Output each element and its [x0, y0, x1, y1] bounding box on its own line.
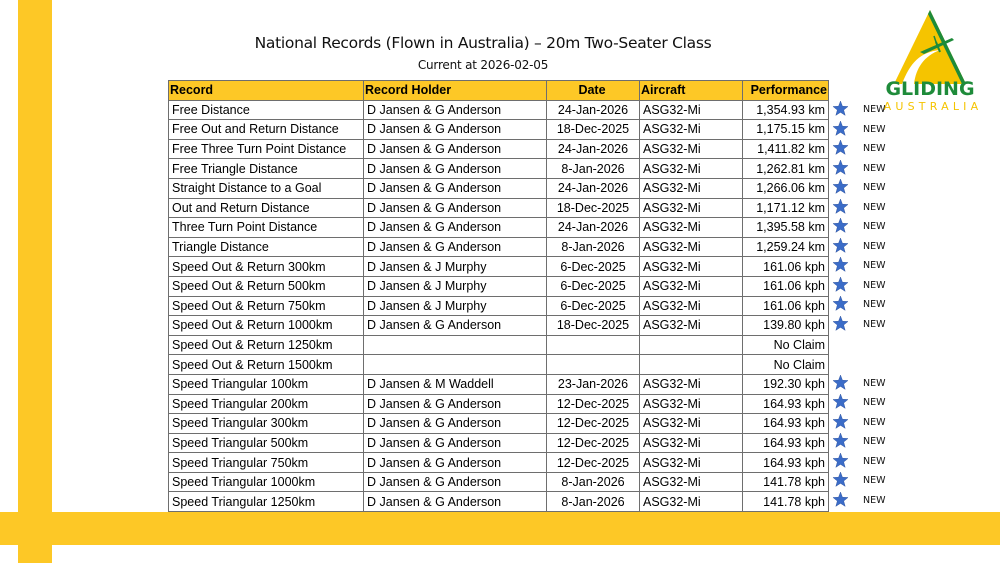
table-row	[169, 120, 829, 140]
new-badge: NEW	[863, 475, 886, 487]
cell-date: 8-Jan-2026	[547, 472, 640, 492]
new-badge: NEW	[863, 416, 886, 428]
table-row	[169, 296, 829, 316]
new-badge: NEW	[863, 260, 886, 272]
cell-record: Speed Out & Return 1500km	[169, 355, 364, 375]
cell-date: 24-Jan-2026	[547, 178, 640, 198]
star-icon	[832, 374, 849, 391]
column-header-performance: Performance	[743, 81, 829, 101]
star-icon	[832, 452, 849, 469]
cell-aircraft: ASG32-Mi	[640, 276, 743, 296]
table-row	[169, 453, 829, 473]
new-badge: NEW	[863, 104, 886, 115]
badge-row	[830, 275, 900, 295]
cell-performance: 164.93 kph	[743, 453, 829, 473]
cell-performance: No Claim	[743, 335, 829, 355]
cell-record-holder: D Jansen & G Anderson	[364, 139, 547, 159]
table-header-row	[169, 81, 829, 101]
star-icon	[832, 491, 849, 508]
badge-row	[830, 197, 900, 217]
cell-record-holder: D Jansen & J Murphy	[364, 257, 547, 277]
cell-record-holder: D Jansen & G Anderson	[364, 178, 547, 198]
cell-performance: 164.93 kph	[743, 394, 829, 414]
cell-record-holder: D Jansen & G Anderson	[364, 453, 547, 473]
badge-row	[830, 236, 900, 256]
cell-aircraft: ASG32-Mi	[640, 120, 743, 140]
cell-record-holder: D Jansen & G Anderson	[364, 433, 547, 453]
badge-row	[830, 373, 900, 393]
cell-record: Speed Out & Return 500km	[169, 276, 364, 296]
cell-performance: 161.06 kph	[743, 276, 829, 296]
table-row	[169, 394, 829, 414]
badge-row	[830, 255, 900, 275]
column-header-aircraft: Aircraft	[640, 81, 743, 101]
column-header-date: Date	[547, 81, 640, 101]
cell-aircraft: ASG32-Mi	[640, 453, 743, 473]
cell-date: 8-Jan-2026	[547, 237, 640, 257]
cell-date: 12-Dec-2025	[547, 414, 640, 434]
new-badge: NEW	[863, 377, 886, 389]
cell-performance: 192.30 kph	[743, 374, 829, 394]
cell-performance: 1,175.15 km	[743, 120, 829, 140]
cell-record: Free Out and Return Distance	[169, 120, 364, 140]
cell-aircraft: ASG32-Mi	[640, 257, 743, 277]
cell-record: Speed Triangular 1250km	[169, 492, 364, 512]
new-badge: NEW	[863, 455, 886, 467]
cell-aircraft: ASG32-Mi	[640, 433, 743, 453]
star-icon	[832, 100, 849, 117]
badge-row	[830, 294, 900, 314]
badge-row	[830, 119, 900, 139]
cell-record-holder	[364, 335, 547, 355]
cell-record-holder: D Jansen & G Anderson	[364, 237, 547, 257]
badge-row	[830, 412, 900, 432]
badge-row	[830, 216, 900, 236]
cell-record: Speed Triangular 100km	[169, 374, 364, 394]
cell-record-holder: D Jansen & J Murphy	[364, 296, 547, 316]
cell-date: 23-Jan-2026	[547, 374, 640, 394]
table-row	[169, 257, 829, 277]
cell-record: Speed Out & Return 750km	[169, 296, 364, 316]
cell-performance: 139.80 kph	[743, 316, 829, 336]
cell-date: 12-Dec-2025	[547, 433, 640, 453]
cell-performance: 1,171.12 km	[743, 198, 829, 218]
badge-row	[830, 334, 900, 354]
cell-record-holder: D Jansen & G Anderson	[364, 394, 547, 414]
cell-record-holder	[364, 355, 547, 375]
table-row	[169, 355, 829, 375]
cell-aircraft: ASG32-Mi	[640, 237, 743, 257]
cell-record: Triangle Distance	[169, 237, 364, 257]
badge-row	[830, 431, 900, 451]
table-row	[169, 335, 829, 355]
cell-date: 24-Jan-2026	[547, 218, 640, 238]
star-icon	[832, 432, 849, 449]
cell-aircraft: ASG32-Mi	[640, 139, 743, 159]
cell-record-holder: D Jansen & G Anderson	[364, 100, 547, 120]
cell-date: 24-Jan-2026	[547, 139, 640, 159]
cell-record: Free Distance	[169, 100, 364, 120]
cell-date: 18-Dec-2025	[547, 120, 640, 140]
new-badge: NEW	[863, 240, 886, 252]
star-icon	[832, 295, 849, 312]
badge-row	[830, 451, 900, 471]
page-title: National Records (Flown in Australia) – 20m Two-Seater Class	[254, 34, 712, 52]
new-badge: NEW	[863, 319, 886, 331]
cell-record: Speed Triangular 750km	[169, 453, 364, 473]
cell-record: Free Three Turn Point Distance	[169, 139, 364, 159]
new-badge: NEW	[863, 299, 886, 311]
star-icon	[832, 120, 849, 137]
cell-record-holder: D Jansen & G Anderson	[364, 218, 547, 238]
cell-aircraft: ASG32-Mi	[640, 159, 743, 179]
cell-aircraft: ASG32-Mi	[640, 492, 743, 512]
cell-record-holder: D Jansen & J Murphy	[364, 276, 547, 296]
new-badge: NEW	[863, 397, 886, 409]
cell-record-holder: D Jansen & G Anderson	[364, 316, 547, 336]
cell-date: 18-Dec-2025	[547, 198, 640, 218]
badge-row	[830, 138, 900, 158]
cell-date: 6-Dec-2025	[547, 276, 640, 296]
cell-date	[547, 355, 640, 375]
table-row	[169, 218, 829, 238]
table-row	[169, 316, 829, 336]
cell-date	[547, 335, 640, 355]
cell-date: 6-Dec-2025	[547, 296, 640, 316]
badge-row	[830, 470, 900, 490]
cell-performance: 141.78 kph	[743, 492, 829, 512]
table-row	[169, 178, 829, 198]
new-badge: NEW	[863, 143, 886, 155]
badge-row	[830, 177, 900, 197]
cell-aircraft: ASG32-Mi	[640, 218, 743, 238]
cell-performance: 164.93 kph	[743, 433, 829, 453]
cell-record-holder: D Jansen & G Anderson	[364, 472, 547, 492]
cell-performance: 1,259.24 km	[743, 237, 829, 257]
cell-date: 8-Jan-2026	[547, 492, 640, 512]
table-row	[169, 237, 829, 257]
table-row	[169, 139, 829, 159]
cell-date: 6-Dec-2025	[547, 257, 640, 277]
cell-performance: 1,395.58 km	[743, 218, 829, 238]
badge-row	[830, 99, 900, 119]
cell-date: 12-Dec-2025	[547, 394, 640, 414]
cell-record: Straight Distance to a Goal	[169, 178, 364, 198]
cell-aircraft: ASG32-Mi	[640, 198, 743, 218]
cell-record: Out and Return Distance	[169, 198, 364, 218]
cell-record: Free Triangle Distance	[169, 159, 364, 179]
cell-record-holder: D Jansen & G Anderson	[364, 492, 547, 512]
cell-aircraft	[640, 335, 743, 355]
star-icon	[832, 276, 849, 293]
cell-date: 18-Dec-2025	[547, 316, 640, 336]
cell-aircraft: ASG32-Mi	[640, 394, 743, 414]
cell-record: Speed Out & Return 1250km	[169, 335, 364, 355]
table-row	[169, 100, 829, 120]
star-icon	[832, 178, 849, 195]
cell-record: Three Turn Point Distance	[169, 218, 364, 238]
new-badge: NEW	[863, 201, 886, 213]
cell-aircraft: ASG32-Mi	[640, 316, 743, 336]
glider-triangle-icon	[880, 8, 980, 86]
logo-text-gliding: GLIDING	[885, 78, 975, 100]
star-icon	[832, 315, 849, 332]
star-icon	[832, 256, 849, 273]
table-row	[169, 492, 829, 512]
cell-record: Speed Triangular 200km	[169, 394, 364, 414]
new-badge: NEW	[863, 221, 886, 233]
cell-record: Speed Triangular 500km	[169, 433, 364, 453]
column-header-record-holder: Record Holder	[364, 81, 547, 101]
cell-performance: 1,411.82 km	[743, 139, 829, 159]
cell-record: Speed Out & Return 300km	[169, 257, 364, 277]
cell-aircraft: ASG32-Mi	[640, 414, 743, 434]
star-icon	[832, 237, 849, 254]
star-icon	[832, 139, 849, 156]
cell-aircraft	[640, 355, 743, 375]
badge-row	[830, 314, 900, 334]
cell-record-holder: D Jansen & M Waddell	[364, 374, 547, 394]
logo-text-australia: AUSTRALIA	[883, 100, 983, 113]
cell-performance: No Claim	[743, 355, 829, 375]
table-row	[169, 276, 829, 296]
table-row	[169, 198, 829, 218]
badge-row	[830, 490, 900, 510]
page-subtitle: Current at 2026-02-05	[417, 58, 549, 72]
cell-date: 8-Jan-2026	[547, 159, 640, 179]
cell-record-holder: D Jansen & G Anderson	[364, 198, 547, 218]
cell-aircraft: ASG32-Mi	[640, 374, 743, 394]
decorative-horizontal-bar	[0, 512, 1000, 545]
column-header-record: Record	[169, 81, 364, 101]
decorative-vertical-bar	[18, 0, 52, 563]
cell-aircraft: ASG32-Mi	[640, 178, 743, 198]
cell-aircraft: ASG32-Mi	[640, 472, 743, 492]
star-icon	[832, 198, 849, 215]
table-row	[169, 433, 829, 453]
cell-performance: 141.78 kph	[743, 472, 829, 492]
cell-record-holder: D Jansen & G Anderson	[364, 159, 547, 179]
new-record-badges	[830, 99, 900, 509]
star-icon	[832, 471, 849, 488]
cell-performance: 161.06 kph	[743, 257, 829, 277]
star-icon	[832, 393, 849, 410]
cell-performance: 1,266.06 km	[743, 178, 829, 198]
cell-aircraft: ASG32-Mi	[640, 100, 743, 120]
new-badge: NEW	[863, 436, 886, 448]
table-row	[169, 472, 829, 492]
cell-record: Speed Triangular 1000km	[169, 472, 364, 492]
table-row	[169, 159, 829, 179]
cell-performance: 164.93 kph	[743, 414, 829, 434]
cell-performance: 1,262.81 km	[743, 159, 829, 179]
new-badge: NEW	[863, 162, 886, 174]
cell-aircraft: ASG32-Mi	[640, 296, 743, 316]
badge-row	[830, 353, 900, 373]
cell-record-holder: D Jansen & G Anderson	[364, 414, 547, 434]
badge-row	[830, 392, 900, 412]
table-row	[169, 414, 829, 434]
badge-row	[830, 158, 900, 178]
new-badge: NEW	[863, 494, 886, 506]
star-icon	[832, 159, 849, 176]
cell-record: Speed Out & Return 1000km	[169, 316, 364, 336]
cell-date: 12-Dec-2025	[547, 453, 640, 473]
new-badge: NEW	[863, 182, 886, 194]
new-badge: NEW	[863, 123, 886, 135]
star-icon	[832, 217, 849, 234]
table-row	[169, 374, 829, 394]
cell-record-holder: D Jansen & G Anderson	[364, 120, 547, 140]
cell-date: 24-Jan-2026	[547, 100, 640, 120]
star-icon	[832, 413, 849, 430]
cell-performance: 161.06 kph	[743, 296, 829, 316]
cell-performance: 1,354.93 km	[743, 100, 829, 120]
records-table	[168, 80, 829, 512]
new-badge: NEW	[863, 279, 886, 291]
cell-record: Speed Triangular 300km	[169, 414, 364, 434]
